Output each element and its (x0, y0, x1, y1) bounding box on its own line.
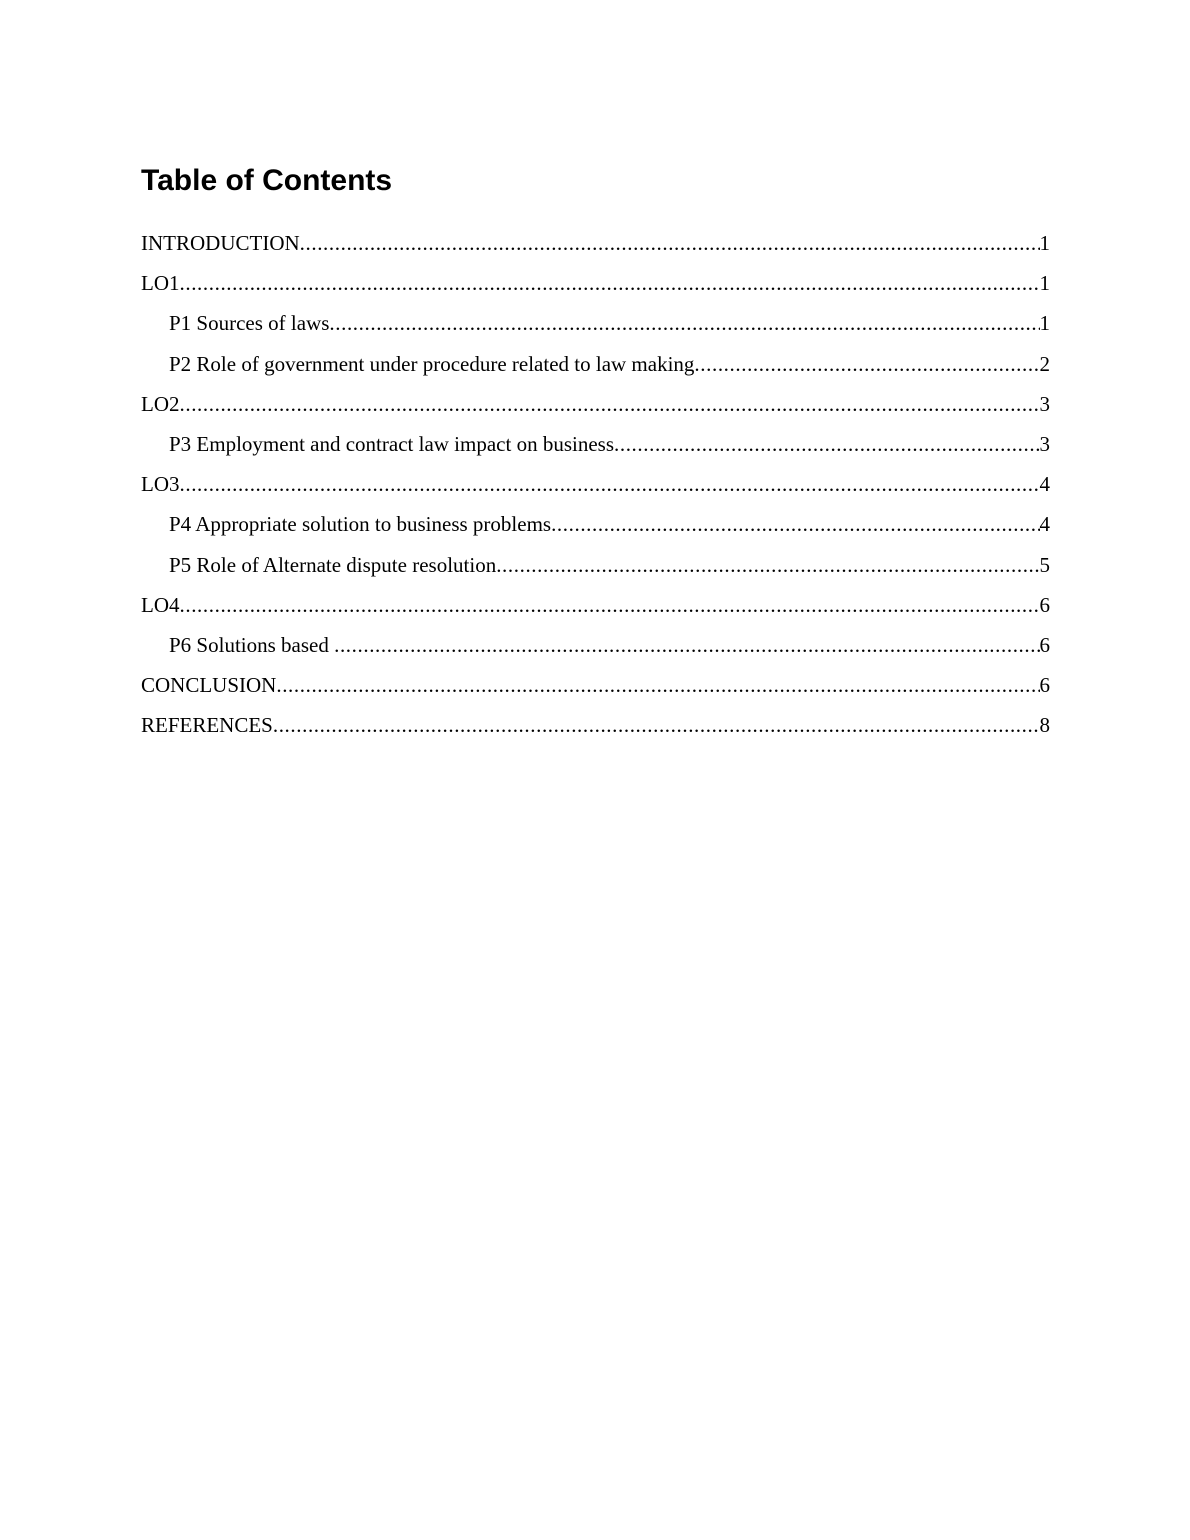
toc-entry-label: LO1 (141, 271, 180, 296)
toc-entry-label: INTRODUCTION (141, 231, 300, 255)
toc-entry-label: P6 Solutions based (169, 632, 335, 657)
toc-dot-leader (694, 348, 1039, 380)
toc-entry-label: LO2 (141, 391, 180, 416)
toc-page-number: 8 (1039, 713, 1050, 738)
toc-entry-p4[interactable] (141, 508, 1050, 548)
toc-dot-leader (334, 629, 1039, 661)
toc-entry-label: P4 Appropriate solution to business problems (169, 512, 552, 537)
toc-dot-leader (180, 388, 1040, 420)
toc-entry-label: LO3 (141, 472, 180, 497)
toc-page-number: 5 (1039, 552, 1050, 577)
toc-page-number: 1 (1039, 231, 1050, 255)
toc-title: Table of Contents (141, 164, 393, 197)
toc-entry-label: P5 Role of Alternate dispute resolution (169, 552, 497, 577)
toc-entry-label: REFERENCES (141, 713, 273, 738)
toc-page-number: 6 (1039, 592, 1050, 617)
toc-entry-p2[interactable] (141, 348, 1050, 388)
toc-entry-lo3[interactable] (141, 468, 1050, 508)
toc-page-number: 3 (1039, 391, 1050, 416)
toc-dot-leader (180, 468, 1040, 500)
toc-entry-lo2[interactable] (141, 388, 1050, 428)
toc-dot-leader (329, 307, 1039, 339)
toc-dot-leader (180, 589, 1040, 621)
toc-entry-conclusion[interactable] (141, 669, 1050, 709)
toc-entry-p5[interactable] (141, 549, 1050, 589)
toc-page-number: 1 (1039, 271, 1050, 296)
toc-entry-p6[interactable] (141, 629, 1050, 669)
toc-entry-label: LO4 (141, 592, 180, 617)
toc-dot-leader (300, 227, 1040, 259)
toc-dot-leader (276, 669, 1039, 701)
toc-page-number: 4 (1039, 512, 1050, 537)
toc-entry-p1[interactable] (141, 307, 1050, 347)
toc-list (141, 227, 1050, 749)
toc-entry-label: CONCLUSION (141, 673, 277, 698)
toc-entry-label: P1 Sources of laws (169, 311, 330, 336)
toc-page-number: 6 (1039, 632, 1050, 657)
toc-page-number: 1 (1039, 311, 1050, 336)
toc-entry-label: P2 Role of government under procedure related to law making (169, 351, 695, 376)
toc-dot-leader (614, 428, 1040, 460)
toc-dot-leader (273, 709, 1040, 741)
toc-dot-leader (180, 267, 1040, 299)
toc-page-number: 6 (1039, 673, 1050, 698)
toc-entry-references[interactable] (141, 709, 1050, 749)
toc-entry-label: P3 Employment and contract law impact on business (169, 431, 614, 456)
toc-page-number: 2 (1039, 351, 1050, 376)
toc-dot-leader (496, 549, 1039, 581)
toc-page-number: 3 (1039, 431, 1050, 456)
toc-page-number: 4 (1039, 472, 1050, 497)
toc-entry-introduction[interactable] (141, 227, 1050, 267)
toc-dot-leader (551, 508, 1039, 540)
toc-entry-lo4[interactable] (141, 589, 1050, 629)
toc-entry-p3[interactable] (141, 428, 1050, 468)
toc-entry-lo1[interactable] (141, 267, 1050, 307)
